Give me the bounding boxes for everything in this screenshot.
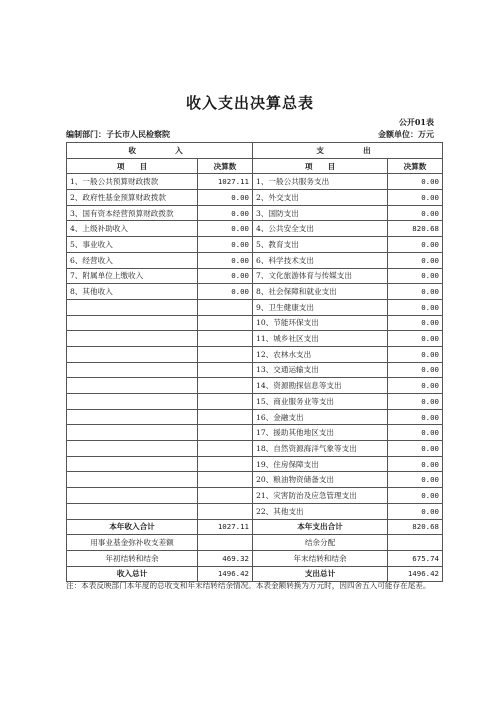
expense-amount: 820.68 [388,221,443,237]
budget-table [66,142,443,582]
column-header-row [67,158,443,174]
income-amount-header: 决算数 [198,158,253,174]
income-item [67,299,198,315]
expense-amount-header: 决算数 [388,158,443,174]
expense-item: 13、交通运输支出 [253,362,388,378]
table-row [67,268,443,284]
expense-amount: 0.00 [388,409,443,425]
income-amount [198,456,253,472]
expense-item: 10、节能环保支出 [253,315,388,331]
income-summary-amount: 469.32 [198,550,253,566]
income-item [67,456,198,472]
table-row [67,503,443,519]
expense-item: 20、粮油物资储备支出 [253,472,388,488]
expense-item-header: 项 目 [253,158,388,174]
expense-amount: 0.00 [388,472,443,488]
expense-amount: 0.00 [388,252,443,268]
expense-item: 19、住房保障支出 [253,456,388,472]
summary-row [67,535,443,551]
table-row [67,362,443,378]
summary-row [67,519,443,535]
income-amount [198,441,253,457]
income-summary-label: 收入总计 [67,566,198,582]
table-row [67,346,443,362]
table-row [67,174,443,190]
income-amount: 0.00 [198,205,253,221]
income-amount: 0.00 [198,190,253,206]
income-item [67,472,198,488]
expense-item: 4、公共安全支出 [253,221,388,237]
income-amount: 0.00 [198,252,253,268]
table-row [67,409,443,425]
expense-item: 12、农林水支出 [253,346,388,362]
expense-item: 5、教育支出 [253,237,388,253]
table-row [67,472,443,488]
table-row [67,221,443,237]
table-row [67,315,443,331]
table-summary [67,519,443,582]
expense-summary-amount [388,535,443,551]
expense-item: 18、自然资源海洋气象等支出 [253,441,388,457]
expense-amount: 0.00 [388,237,443,253]
income-amount: 0.00 [198,268,253,284]
expense-summary-label: 年末结转和结余 [253,550,388,566]
income-amount: 0.00 [198,237,253,253]
income-summary-amount [198,535,253,551]
income-item [67,409,198,425]
expense-item: 22、其他支出 [253,503,388,519]
income-item [67,503,198,519]
table-row [67,299,443,315]
income-summary-amount: 1496.42 [198,566,253,582]
table-row [67,488,443,504]
expense-amount: 0.00 [388,331,443,347]
expense-summary-amount: 1496.42 [388,566,443,582]
expense-summary-amount: 675.74 [388,550,443,566]
income-amount: 0.00 [198,221,253,237]
expense-summary-amount: 820.68 [388,519,443,535]
income-amount [198,315,253,331]
expense-item: 17、援助其他地区支出 [253,425,388,441]
expense-section-header: 支 出 [253,143,443,159]
section-header-row [67,143,443,159]
expense-item: 15、商业服务业等支出 [253,394,388,410]
expense-item: 3、国防支出 [253,205,388,221]
income-item [67,441,198,457]
income-item: 1、一般公共预算财政拨款 [67,174,198,190]
income-amount [198,378,253,394]
expense-amount: 0.00 [388,299,443,315]
expense-amount: 0.00 [388,362,443,378]
expense-summary-label: 本年支出合计 [253,519,388,535]
income-amount [198,346,253,362]
form-number: 公开01表 [398,117,434,127]
expense-amount: 0.00 [388,284,443,300]
income-item: 6、经营收入 [67,252,198,268]
expense-amount: 0.00 [388,205,443,221]
income-amount [198,472,253,488]
income-amount [198,503,253,519]
expense-amount: 0.00 [388,315,443,331]
expense-amount: 0.00 [388,456,443,472]
expense-amount: 0.00 [388,488,443,504]
income-amount: 0.00 [198,284,253,300]
expense-item: 21、灾害防治及应急管理支出 [253,488,388,504]
table-row [67,378,443,394]
expense-item: 1、一般公共服务支出 [253,174,388,190]
table-row [67,237,443,253]
income-item [67,378,198,394]
expense-amount: 0.00 [388,425,443,441]
income-section-header: 收 入 [67,143,253,159]
income-amount [198,425,253,441]
expense-item: 11、城乡社区支出 [253,331,388,347]
income-item: 3、国有资本经营预算财政拨款 [67,205,198,221]
expense-item: 2、外交支出 [253,190,388,206]
page-title: 收入支出决算总表 [185,94,314,112]
expense-amount: 0.00 [388,378,443,394]
expense-amount: 0.00 [388,441,443,457]
income-item: 4、上级补助收入 [67,221,198,237]
table-row [67,252,443,268]
income-item: 7、附属单位上缴收入 [67,268,198,284]
expense-item: 16、金融支出 [253,409,388,425]
table-row [67,425,443,441]
income-amount [198,362,253,378]
summary-row [67,550,443,566]
income-amount [198,299,253,315]
income-item [67,346,198,362]
income-amount [198,488,253,504]
expense-amount: 0.00 [388,268,443,284]
income-item [67,315,198,331]
expense-amount: 0.00 [388,503,443,519]
expense-item: 9、卫生健康支出 [253,299,388,315]
income-summary-label: 本年收入合计 [67,519,198,535]
expense-item: 6、科学技术支出 [253,252,388,268]
expense-summary-label: 结余分配 [253,535,388,551]
expense-amount: 0.00 [388,174,443,190]
table-row [67,441,443,457]
expense-summary-label: 支出总计 [253,566,388,582]
expense-amount: 0.00 [388,394,443,410]
income-summary-label: 用事业基金弥补收支差额 [67,535,198,551]
income-item [67,425,198,441]
expense-item: 7、文化旅游体育与传媒支出 [253,268,388,284]
table-row [67,331,443,347]
table-row [67,284,443,300]
income-item: 8、其他收入 [67,284,198,300]
table-body [67,174,443,519]
income-item [67,362,198,378]
income-summary-amount: 1027.11 [198,519,253,535]
expense-amount: 0.00 [388,346,443,362]
table-row [67,394,443,410]
compiling-unit: 编制部门：子长市人民检察院 [66,129,170,139]
expense-item: 14、资源勘探信息等支出 [253,378,388,394]
income-item: 2、政府性基金预算财政拨款 [67,190,198,206]
income-amount [198,394,253,410]
table-row [67,456,443,472]
income-item-header: 项 目 [67,158,198,174]
expense-item: 8、社会保障和就业支出 [253,284,388,300]
table-row [67,205,443,221]
table-row [67,190,443,206]
income-item [67,331,198,347]
expense-amount: 0.00 [388,190,443,206]
income-amount: 1027.11 [198,174,253,190]
amount-unit: 金额单位：万元 [378,129,434,139]
income-item [67,488,198,504]
income-summary-label: 年初结转和结余 [67,550,198,566]
income-item [67,394,198,410]
footnote: 注：本表反映部门本年度的总收支和年末结转结余情况。本表金额转换为万元时，因四舍五入可能存在尾差。 [66,581,431,590]
income-amount [198,331,253,347]
income-amount [198,409,253,425]
income-item: 5、事业收入 [67,237,198,253]
